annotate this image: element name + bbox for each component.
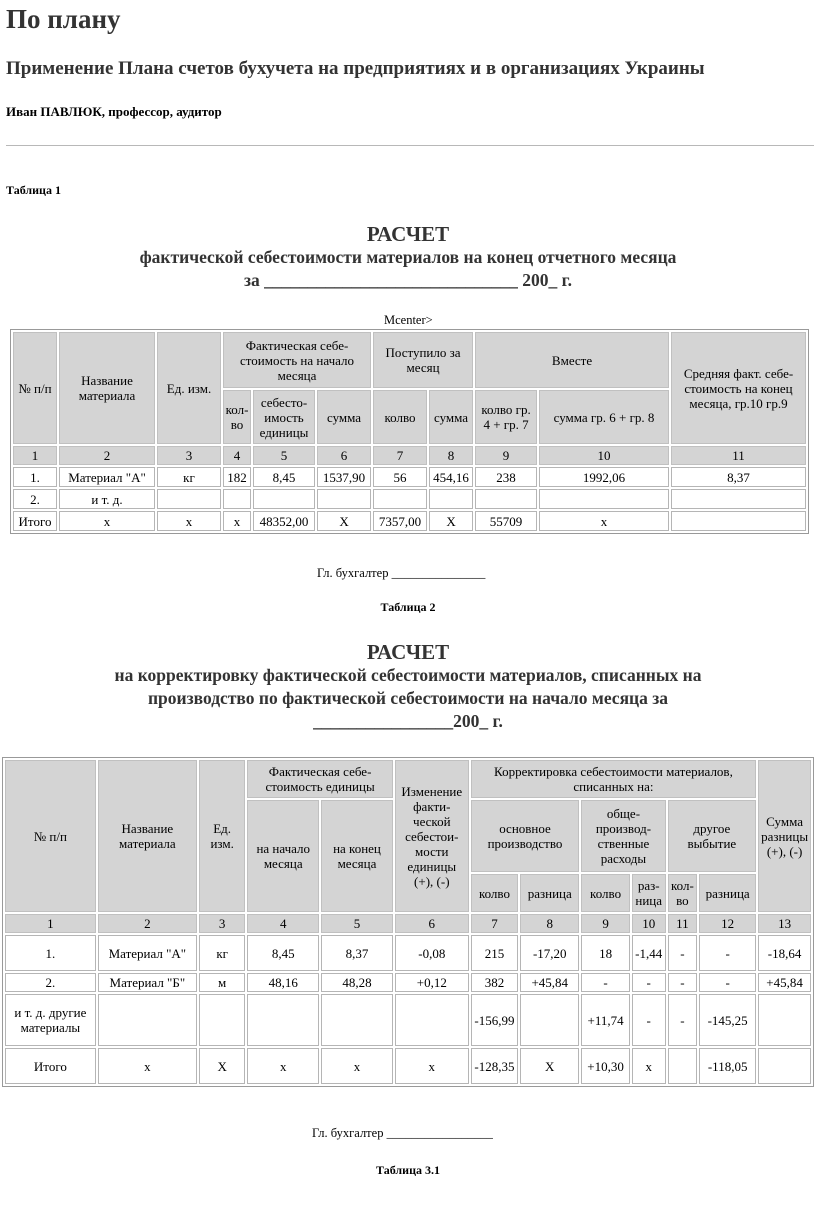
cell: х [321,1048,393,1084]
t2-h-overhead: общепроизводственные расходы [581,800,665,872]
t2-h-diff-b: разница [632,874,666,912]
table2-title [0,640,816,733]
cell [539,489,669,509]
cell: 1. [5,935,96,971]
cell: - [668,973,698,992]
t1-colnum: 6 [317,446,371,465]
t2-h-main-prod: основное производство [471,800,580,872]
t2-colnum: 2 [98,914,197,933]
table2-heading: РАСЧЕТ [366,640,450,664]
cell: - [632,973,666,992]
cell: х [395,1048,469,1084]
table2 [2,757,814,1087]
article-title: Применение Плана счетов бухучета на предприятиях и в организациях Украины [6,58,705,79]
t2-h-total: Сумма разницы (+), (-) [758,760,811,912]
cell: -17,20 [520,935,579,971]
cell: 8,37 [321,935,393,971]
cell: 238 [475,467,537,487]
t2-h-num: № п/п [5,760,96,912]
cell [758,994,811,1046]
t2-colnum: 13 [758,914,811,933]
cell: х [98,1048,197,1084]
cell: Материал "А" [59,467,155,487]
table1-subheading-1: фактической себестоимости материалов на конец отчетного месяца [139,247,677,267]
table1-subheading-2: за _____________________________ 200_ г. [243,270,572,290]
t2-colnum: 1 [5,914,96,933]
cell: Итого [5,1048,96,1084]
table-row-total [13,511,806,531]
t1-h-qty3: колво гр. 4 + гр. 7 [475,390,537,444]
cell: 8,45 [247,935,319,971]
cell: 48,16 [247,973,319,992]
cell: м [199,973,245,992]
cell: х [539,511,669,531]
cell: и т. д. [59,489,155,509]
author-line: Иван ПАВЛЮК, профессор, аудитор [6,104,222,119]
cell: Итого [13,511,57,531]
t1-h-name: Название материала [59,332,155,444]
cell: -145,25 [699,994,756,1046]
cell [520,994,579,1046]
cell: -1,44 [632,935,666,971]
cell: 8,45 [253,467,315,487]
t2-h-unit-cost-group: Фактическая себестоимость единицы [247,760,393,798]
t2-colnum: 9 [581,914,630,933]
t2-h-qty-a: колво [471,874,518,912]
cell: Х [317,511,371,531]
cell: х [632,1048,666,1084]
cell [321,994,393,1046]
cell: 8,37 [671,467,806,487]
table-row-total [5,1048,811,1084]
cell [671,511,806,531]
cell: - [632,994,666,1046]
table-row [13,467,806,487]
cell: 56 [373,467,427,487]
cell [253,489,315,509]
t1-h-start-group: Фактическая себестоимость на начало месяца [223,332,371,388]
table1-signature: Гл. бухгалтер _______________ [317,566,486,580]
cell: -0,08 [395,935,469,971]
cell: 182 [223,467,251,487]
cell: 454,16 [429,467,473,487]
t2-h-qty-b: колво [581,874,630,912]
cell: - [668,935,698,971]
t1-h-num: № п/п [13,332,57,444]
cell: 2. [5,973,96,992]
t1-colnum: 9 [475,446,537,465]
table1-title [0,222,816,292]
t1-colnum: 1 [13,446,57,465]
table-row [5,994,811,1046]
t1-colnum: 8 [429,446,473,465]
cell: 1992,06 [539,467,669,487]
table3-label: Таблица 3.1 [376,1163,440,1177]
cell: 7357,00 [373,511,427,531]
table-row [13,489,806,509]
cell: +0,12 [395,973,469,992]
cell: 18 [581,935,630,971]
t1-h-qty2: колво [373,390,427,444]
t2-colnum: 6 [395,914,469,933]
table1-heading: РАСЧЕТ [366,222,450,246]
t1-h-avg: Средняя факт. себестоимость на конец месяца, гр.10 гр.9 [671,332,806,444]
site-title: По плану [6,4,121,34]
cell: -128,35 [471,1048,518,1084]
t2-colnum: 7 [471,914,518,933]
cell: Х [520,1048,579,1084]
table1 [10,329,809,534]
t1-colnum: 3 [157,446,221,465]
cell: - [668,994,698,1046]
cell: кг [199,935,245,971]
cell: Материал "Б" [98,973,197,992]
table1-stray-text: Mcenter> [384,313,433,327]
cell: х [247,1048,319,1084]
t2-colnum: 8 [520,914,579,933]
table2-subheading-1: на корректировку фактической себестоимости материалов, списанных на [114,665,702,685]
t1-colnum: 7 [373,446,427,465]
cell [429,489,473,509]
cell [247,994,319,1046]
t2-h-at-end: на конец месяца [321,800,393,912]
cell [223,489,251,509]
cell: - [699,973,756,992]
divider [6,145,814,146]
cell [98,994,197,1046]
cell [475,489,537,509]
cell: +45,84 [520,973,579,992]
t1-colnum: 5 [253,446,315,465]
cell: -156,99 [471,994,518,1046]
cell [668,1048,698,1084]
cell: х [59,511,155,531]
cell: 1. [13,467,57,487]
t1-h-together-group: Вместе [475,332,669,388]
cell: Х [429,511,473,531]
cell: +10,30 [581,1048,630,1084]
cell: Материал "А" [98,935,197,971]
cell: 1537,90 [317,467,371,487]
cell: 215 [471,935,518,971]
t1-h-received-group: Поступило за месяц [373,332,473,388]
t1-colnum: 2 [59,446,155,465]
cell: х [157,511,221,531]
cell: +11,74 [581,994,630,1046]
table2-subheading-2: производство по фактической себестоимости на начало месяца за [147,688,669,708]
cell [373,489,427,509]
t1-h-unit: Ед. изм. [157,332,221,444]
table2-label: Таблица 2 [380,600,436,614]
t1-colnum: 11 [671,446,806,465]
t2-h-qty-c: колво [668,874,698,912]
cell [199,994,245,1046]
cell: -118,05 [699,1048,756,1084]
t1-h-sum: сумма [317,390,371,444]
t2-colnum: 12 [699,914,756,933]
cell: 382 [471,973,518,992]
t2-colnum: 11 [668,914,698,933]
cell: 48352,00 [253,511,315,531]
t2-h-other: другое выбытие [668,800,757,872]
t2-colnum: 3 [199,914,245,933]
cell [157,489,221,509]
cell [758,1048,811,1084]
cell [395,994,469,1046]
t2-h-at-start: на начало месяца [247,800,319,912]
t1-colnum: 10 [539,446,669,465]
t2-h-change: Изменение фактической себестоимости единицы (+), (-) [395,760,469,912]
cell: - [581,973,630,992]
t2-colnum: 4 [247,914,319,933]
t2-h-name: Название материала [98,760,197,912]
table1-label: Таблица 1 [6,183,61,197]
cell [317,489,371,509]
table2-signature: Гл. бухгалтер _________________ [312,1126,493,1140]
t1-h-unit-cost: себестоимость единицы [253,390,315,444]
cell: Х [199,1048,245,1084]
t2-h-diff-a: разница [520,874,579,912]
cell: - [699,935,756,971]
t1-h-qty: колво [223,390,251,444]
cell [671,489,806,509]
cell: х [223,511,251,531]
cell: и т. д. другие материалы [5,994,96,1046]
cell: 2. [13,489,57,509]
t2-h-diff-c: разница [699,874,756,912]
t1-h-sum2: сумма [429,390,473,444]
t1-h-sum3: сумма гр. 6 + гр. 8 [539,390,669,444]
cell: 55709 [475,511,537,531]
cell: -18,64 [758,935,811,971]
t2-colnum: 5 [321,914,393,933]
cell: кг [157,467,221,487]
cell: +45,84 [758,973,811,992]
table2-subheading-3: ________________200_ г. [313,711,503,731]
t2-h-correction-group: Корректировка себестоимости материалов, списанных на: [471,760,756,798]
t2-h-unit: Ед. изм. [199,760,245,912]
t1-colnum: 4 [223,446,251,465]
table-row [5,973,811,992]
table-row [5,935,811,971]
cell: 48,28 [321,973,393,992]
t2-colnum: 10 [632,914,666,933]
